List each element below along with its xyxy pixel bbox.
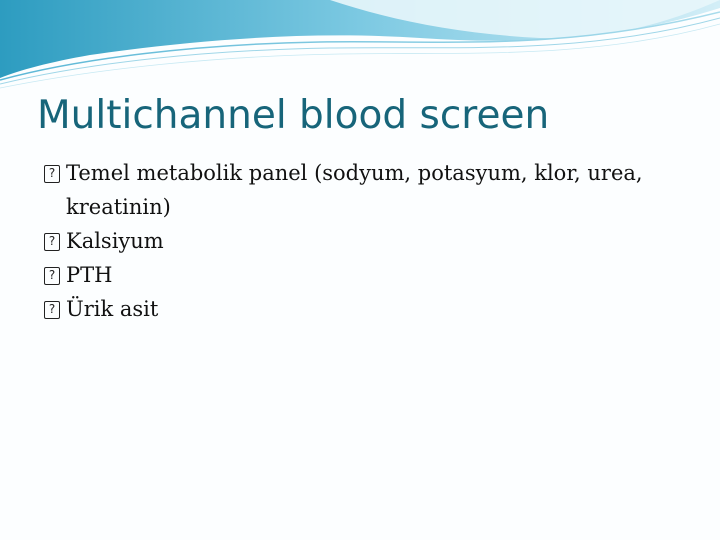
bullet-text: Temel metabolik panel (sodyum, potasyum, klor, urea, kreatinin) bbox=[66, 161, 643, 219]
bullet-glyph-icon: ? bbox=[44, 233, 60, 251]
header-wave-decoration bbox=[0, 0, 720, 90]
bullet-glyph-icon: ? bbox=[44, 165, 60, 183]
bullet-item bbox=[44, 156, 694, 224]
bullet-text: Kalsiyum bbox=[66, 229, 164, 253]
bullet-item bbox=[44, 224, 694, 258]
bullet-glyph-icon: ? bbox=[44, 301, 60, 319]
bullet-item bbox=[44, 258, 694, 292]
bullet-text: Ürik asit bbox=[66, 297, 159, 321]
bullet-item bbox=[44, 292, 694, 326]
bullet-glyph-icon: ? bbox=[44, 267, 60, 285]
slide-title: Multichannel blood screen bbox=[37, 93, 550, 138]
bullet-text: PTH bbox=[66, 263, 113, 287]
bullet-list bbox=[44, 156, 694, 326]
